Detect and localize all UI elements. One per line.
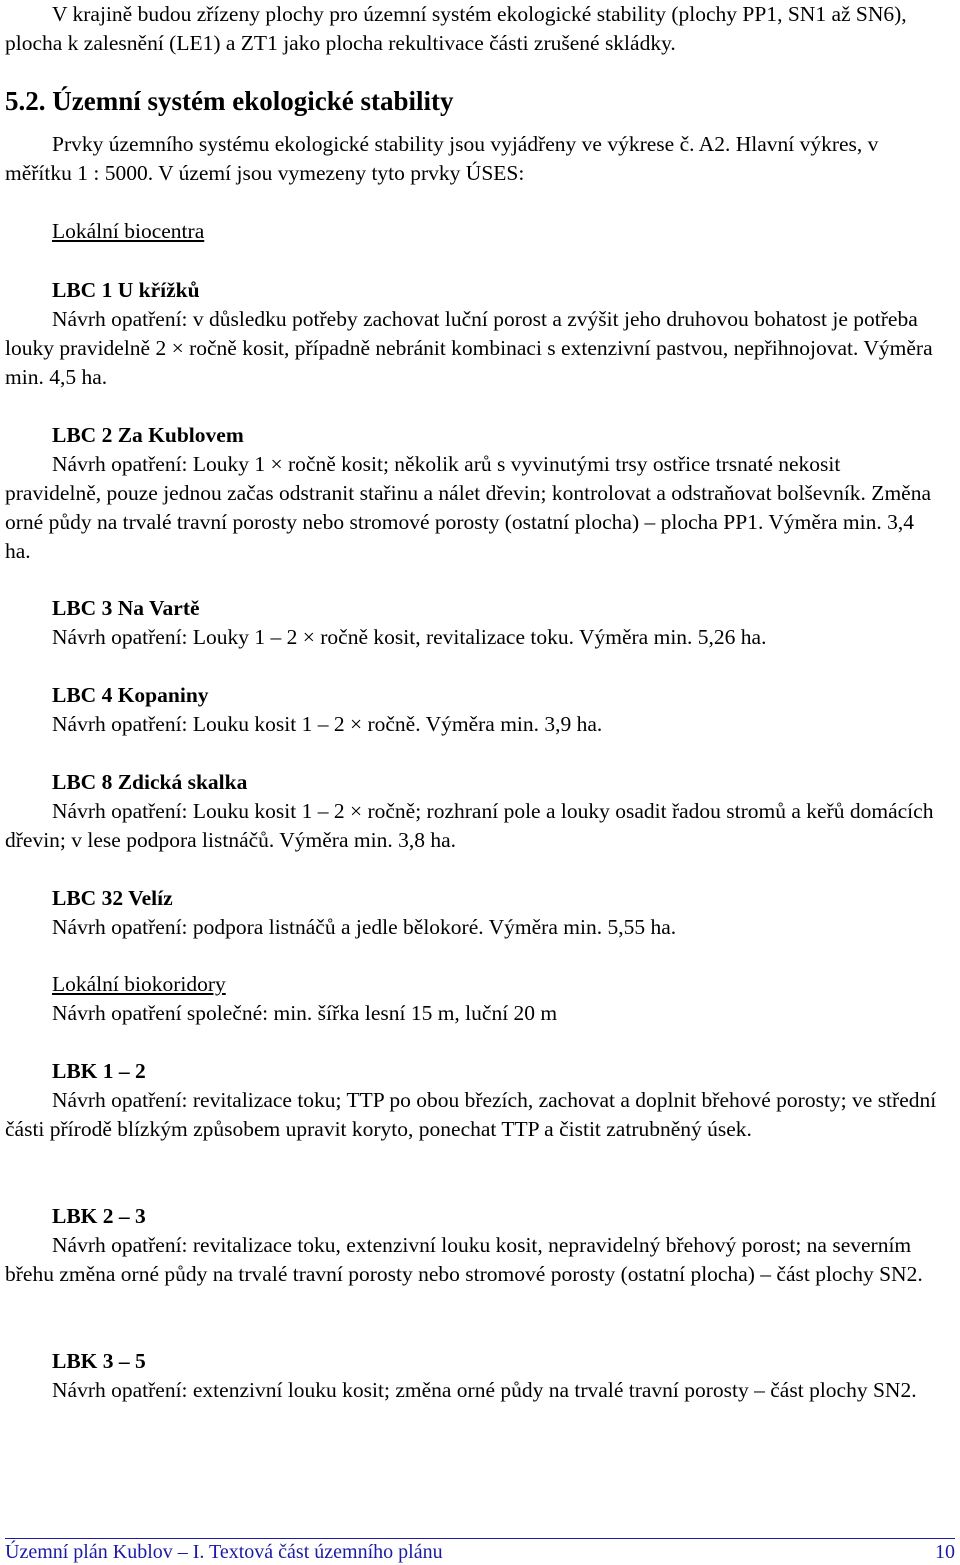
lbk-3-5	[5, 1347, 937, 1405]
lbc-1-text: Návrh opatření: v důsledku potřeby zachovat luční porost a zvýšit jeho druhovou bohatost je potřeba louky pravidelně 2 × ročně kosit, případně nebránit kombinaci s extenzivní pastvou, nepřihnojovat. Výměra min. 4,5 ha.	[5, 307, 933, 389]
lbc-32-text: Návrh opatření: podpora listnáčů a jedle bělokoré. Výměra min. 5,55 ha.	[52, 915, 677, 939]
biokoridory-common: Návrh opatření společné: min. šířka lesní 15 m, luční 20 m	[52, 1001, 558, 1025]
lbc-4-text: Návrh opatření: Louku kosit 1 – 2 × ročně. Výměra min. 3,9 ha.	[52, 712, 603, 736]
lbk-1-2	[5, 1057, 937, 1144]
lbc-3	[5, 594, 937, 652]
lbc-32-name: LBC 32 Velíz	[52, 886, 173, 910]
biokoridory-heading: Lokální biokoridory	[52, 972, 226, 996]
lbk-3-5-text: Návrh opatření: extenzivní louku kosit; změna orné půdy na trvalé travní porosty – část plochy SN2.	[52, 1378, 917, 1402]
footer-title: Územní plán Kublov – I. Textová část územního plánu	[5, 1541, 443, 1563]
lbc-8	[5, 768, 937, 855]
lbc-1-name: LBC 1 U křížků	[52, 278, 200, 302]
lbc-8-text: Návrh opatření: Louku kosit 1 – 2 × ročně; rozhraní pole a louky osadit řadou stromů a keřů domácích dřevin; v lese podpora listnáčů. Výměra min. 3,8 ha.	[5, 799, 934, 852]
biocentra-heading-line	[5, 217, 937, 246]
lbc-2-text: Návrh opatření: Louky 1 × ročně kosit; několik arů s vyvinutými trsy ostřice trsnaté nekosit pravidelně, pouze jednou začas odstranit stařinu a nálet dřevin; kontrolovat a odstraňovat bolševník. Změna orné půdy na trvalé travní porosty nebo stromové porosty (ostatní plocha) – plocha PP1. Výměra min. 3,4 ha.	[5, 452, 932, 563]
page-footer	[5, 1538, 955, 1565]
lbc-4-name: LBC 4 Kopaniny	[52, 683, 209, 707]
lbc-2-name: LBC 2 Za Kublovem	[52, 423, 244, 447]
lbk-3-5-name: LBK 3 – 5	[52, 1349, 146, 1373]
lbc-32	[5, 884, 937, 942]
biokoridory-header	[5, 970, 937, 1028]
lbc-3-name: LBC 3 Na Vartě	[52, 596, 200, 620]
lbk-1-2-name: LBK 1 – 2	[52, 1059, 146, 1083]
lbk-2-3	[5, 1202, 937, 1289]
lbc-1	[5, 276, 937, 392]
lbc-3-text: Návrh opatření: Louky 1 – 2 × ročně kosit, revitalizace toku. Výměra min. 5,26 ha.	[52, 625, 767, 649]
section-lead: Prvky územního systému ekologické stability jsou vyjádřeny ve výkrese č. A2. Hlavní výkres, v měřítku 1 : 5000. V území jsou vymezeny tyto prvky ÚSES:	[5, 132, 879, 185]
intro-paragraph: V krajině budou zřízeny plochy pro územní systém ekologické stability (plochy PP1, SN1 až SN6), plocha k zalesnění (LE1) a ZT1 jako plocha rekultivace části zrušené skládky.	[5, 2, 907, 55]
lbk-2-3-text: Návrh opatření: revitalizace toku, extenzivní louku kosit, nepravidelný břehový porost; na severním břehu změna orné půdy na trvalé travní porosty nebo stromové porosty (ostatní plocha) – část plochy SN2.	[5, 1233, 923, 1286]
lbc-4	[5, 681, 937, 739]
page-number: 10	[935, 1541, 955, 1563]
lbc-8-name: LBC 8 Zdická skalka	[52, 770, 248, 794]
lbk-2-3-name: LBK 2 – 3	[52, 1204, 146, 1228]
lbk-1-2-text: Návrh opatření: revitalizace toku; TTP po obou březích, zachovat a doplnit břehové porosty; ve střední části přírodě blízkým způsobem upravit koryto, ponechat TTP a čistit zatrubněný úsek.	[5, 1088, 937, 1141]
lbc-2	[5, 421, 937, 566]
section-title: 5.2. Územní systém ekologické stability	[5, 86, 454, 116]
biocentra-heading: Lokální biocentra	[52, 219, 205, 243]
